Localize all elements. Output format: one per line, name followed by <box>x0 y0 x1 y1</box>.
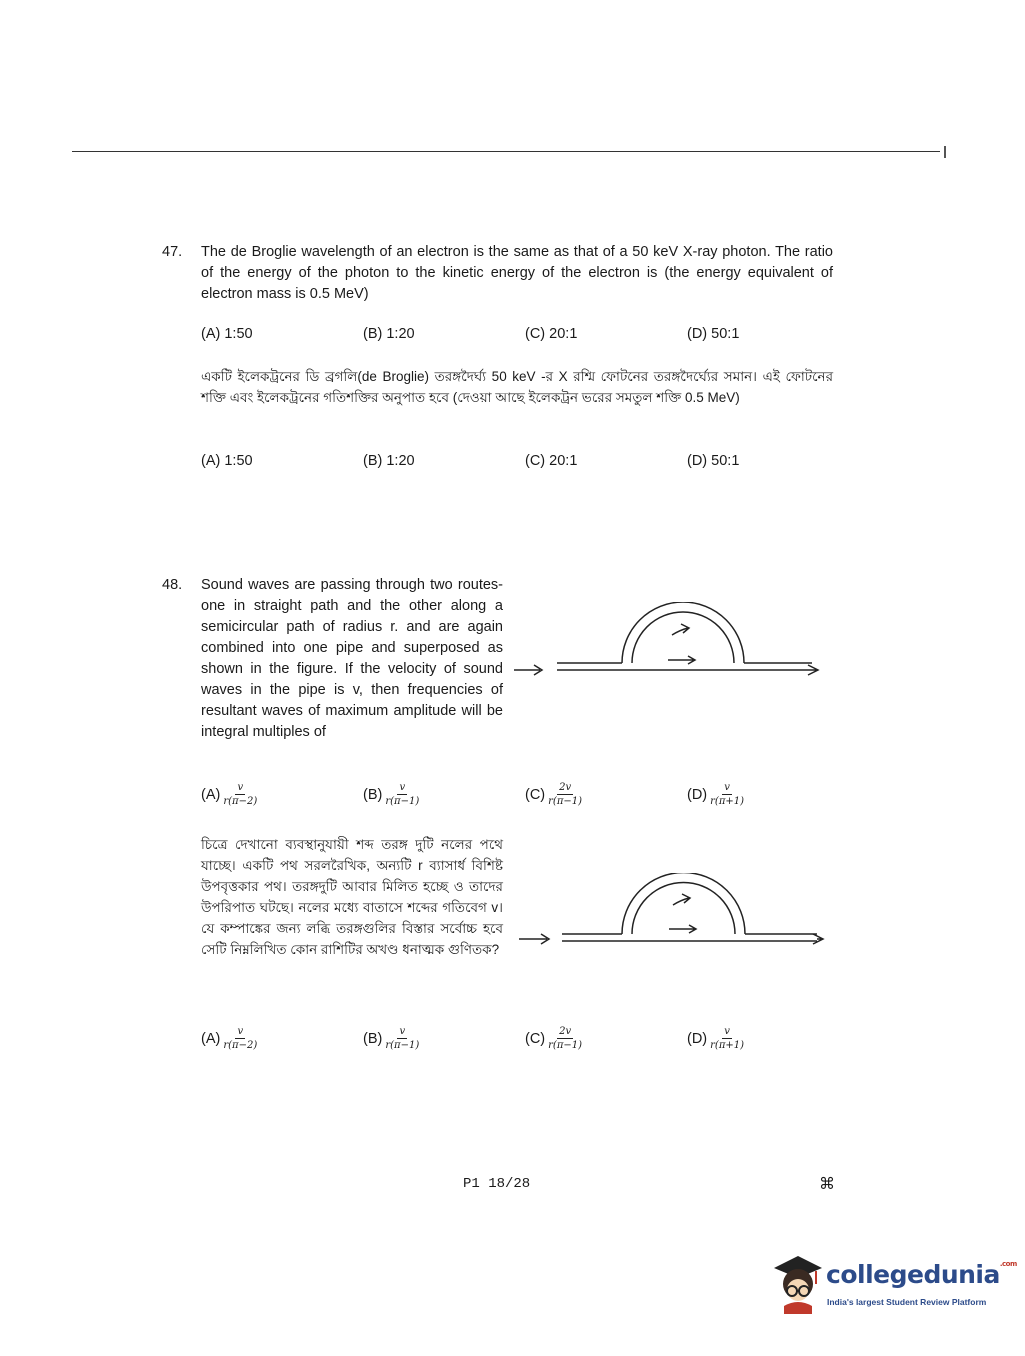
q47-option-d-bn: (D) 50:1 <box>687 453 740 469</box>
q48-option-d-en: (D) $\frac{v}{r(\pi+1)}$ <box>687 782 745 807</box>
header-rule-mark <box>944 146 946 158</box>
q47-option-d-en: (D) 50:1 <box>687 326 740 342</box>
q48-option-d-bn: (D) $\frac{v}{r(\pi+1)}$ <box>687 1026 745 1051</box>
q48-option-b-bn: (B) $\frac{v}{r(\pi-1)}$ <box>363 1026 420 1051</box>
q48-text-bn: চিত্রে দেখানো ব্যবস্থানুযায়ী শব্দ তরঙ্গ দুটি নলের পথে যাচ্ছে। একটি পথ সরলরৈখিক, অন্যটি r ব্যাসার্ধ বিশিষ্ট উপবৃত্তকার পথ। তরঙ্গদুটি আবার মিলিত হচ্ছে ও তাদের উপরিপাত ঘটছে। নলের মধ্যে বাতাসে শব্দের গতিবেগ v। যে কম্পাঙ্কের জন্য লব্ধি তরঙ্গগুলির বিস্তার সর্বোচ্চ হবে সেটি নিম্নলিখিত কোন রাশিটির অখণ্ড ধনাত্মক গুণিতক? <box>201 837 503 957</box>
logo-wordmark: collegedunia$^{.com}$ <box>826 1260 1017 1289</box>
mascot-icon <box>768 1250 824 1314</box>
q48-option-c-bn: (C) $\frac{2v}{r(\pi-1)}$ <box>525 1026 583 1051</box>
q48-figure-pipe-bn <box>517 873 832 955</box>
header-rule <box>72 151 940 152</box>
input-arrow <box>514 665 542 675</box>
q48-figure-pipe-en <box>512 602 827 684</box>
input-arrow <box>519 934 549 944</box>
q47-option-a-bn: (A) 1:50 <box>201 453 253 469</box>
q47-option-b-en: (B) 1:20 <box>363 326 415 342</box>
q47-option-b-bn: (B) 1:20 <box>363 453 415 469</box>
q48-text-en: Sound waves are passing through two routes- one in straight path and the other along a semicircular path of radius r. and are again combined into one pipe and superposed as shown in the figure. If the velocity of sound waves in the pipe is v, then frequencies of resultant waves of maximum amplitude will be integral multiples of <box>201 577 503 740</box>
q47-option-c-en: (C) 20:1 <box>525 326 578 342</box>
q48-number: 48. <box>162 577 183 593</box>
q48-option-c-en: (C) $\frac{2v}{r(\pi-1)}$ <box>525 782 583 807</box>
collegedunia-logo[interactable] <box>768 1250 1017 1320</box>
q47-option-c-bn: (C) 20:1 <box>525 453 578 469</box>
q47-number: 47. <box>162 244 183 260</box>
q48-option-a-en: (A) $\frac{v}{r(\pi-2)}$ <box>201 782 258 807</box>
page-number: P1 18/28 <box>463 1176 531 1192</box>
q47-text-bn: একটি ইলেকট্রনের ডি ব্রগলি(de Broglie) তরঙ্গদৈর্ঘ্য 50 keV -র X রশ্মি ফোটনের তরঙ্গদৈর্ঘ্যের সমান। এই ফোটনের শক্তি এবং ইলেকট্রনের গতিশক্তির অনুপাত হবে (দেওয়া আছে ইলেকট্রন ভরের সমতুল শক্তি 0.5 MeV) <box>201 369 833 405</box>
logo-tagline: India's largest Student Review Platform <box>827 1297 987 1307</box>
q47-text-en: The de Broglie wavelength of an electron is the same as that of a 50 keV X-ray photon. The ratio of the energy of the photon to the kinetic energy of the electron is (the energy equivalent of electron mass is 0.5 MeV) <box>201 244 833 302</box>
q48-option-a-bn: (A) $\frac{v}{r(\pi-2)}$ <box>201 1026 258 1051</box>
place-of-interest-icon: ⌘ <box>819 1176 835 1193</box>
q47-option-a-en: (A) 1:50 <box>201 326 253 342</box>
q48-option-b-en: (B) $\frac{v}{r(\pi-1)}$ <box>363 782 420 807</box>
